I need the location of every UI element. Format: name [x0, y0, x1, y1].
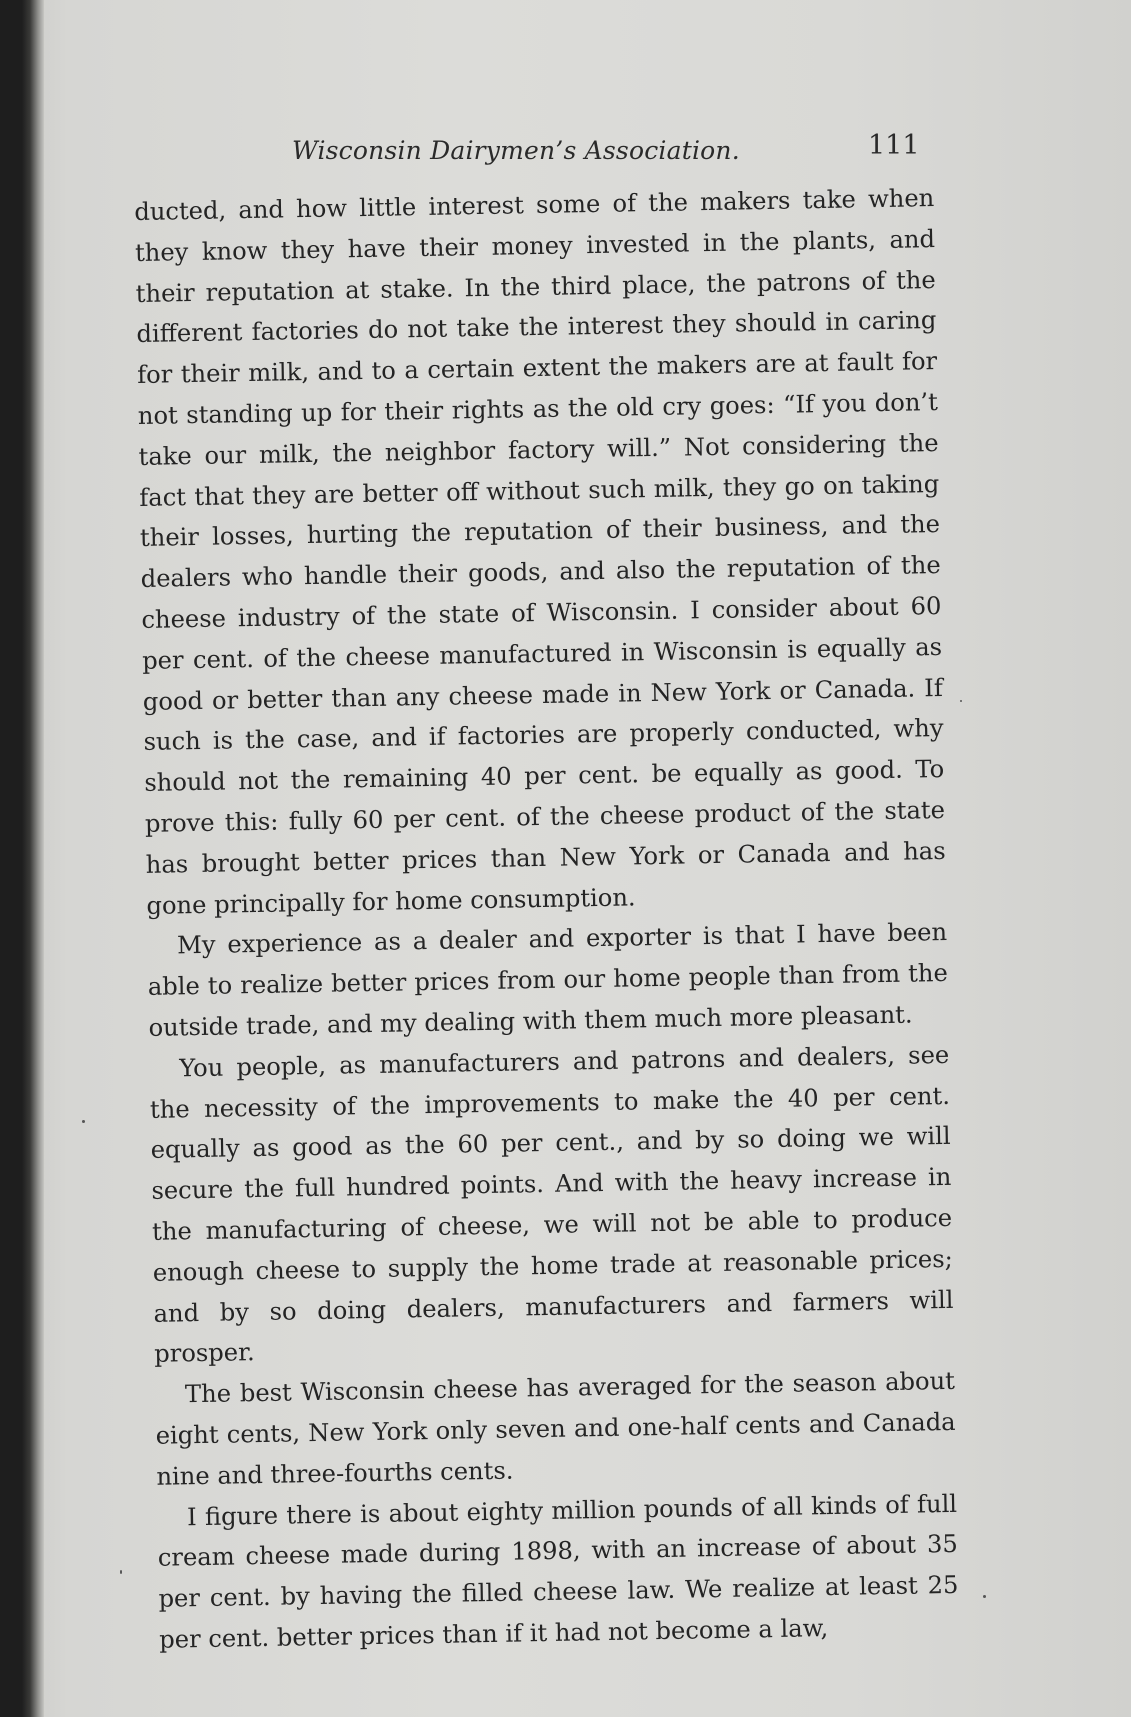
- paragraph: You people, as manufacturers and patrons and dealers, see the necessity of the improvements to make the 40 per cent. equally as good as the 60 per cent., and by so doing we will secure the full hundred points. And with the heavy increase in the manufacturing of cheese, we will not be able to produce enough cheese to supply the home trade at reasonable prices; and by so doing dealers, manufacturers and farmers will prosper.: [149, 1040, 954, 1369]
- page-header: [130, 130, 930, 180]
- paragraph: ducted, and how little interest some of the makers take when they know they have their money invested in the plants, and their reputation at stake. In the third place, the patrons of the different factories do not take the interest they should in caring for their milk, and to a certain extent the makers are at fault for not standing up for their rights as the old cry goes: “If you don’t take our milk, the neighbor factory will.” Not considering the fact that they are better off without such milk, they go on taking their losses, hurting the reputation of their business, and the dealers who handle their goods, and also the reputation of the cheese industry of the state of Wisconsin. I consider about 60 per cent. of the cheese manufactured in Wisconsin is equally as good or better than any cheese made in New York or Canada. If such is the case, and if factories are properly conducted, why should not the remaining 40 per cent. be equally as good. To prove this: fully 60 per cent. of the cheese product of the state has brought better prices than New York or Canada and has gone principally for home consumption.: [134, 184, 946, 920]
- paper-speck: [983, 1595, 986, 1598]
- page-number: 111: [868, 130, 920, 161]
- paragraph: The best Wisconsin cheese has averaged for the season about eight cents, New York only seven and one-half cents and Canada nine and three-fourths cents.: [155, 1366, 956, 1491]
- paper-speck: [82, 1120, 85, 1123]
- paper-speck: [120, 1570, 122, 1574]
- paragraph: My experience as a dealer and exporter is that I have been able to realize better prices from our home people than from the outside trade, and my dealing with them much more pleasant.: [147, 918, 948, 1042]
- paper-speck: [960, 700, 962, 702]
- body-text: [134, 178, 960, 1660]
- paragraph: I figure there is about eighty million pounds of all kinds of full cream cheese made during 1898, with an increase of about 35 per cent. by having the filled cheese law. We realize at least 25 per cent. better prices than if it had not become a law,: [157, 1489, 959, 1654]
- running-head: Wisconsin Dairymen’s Association.: [292, 136, 740, 165]
- book-binding-edge: [0, 0, 44, 1717]
